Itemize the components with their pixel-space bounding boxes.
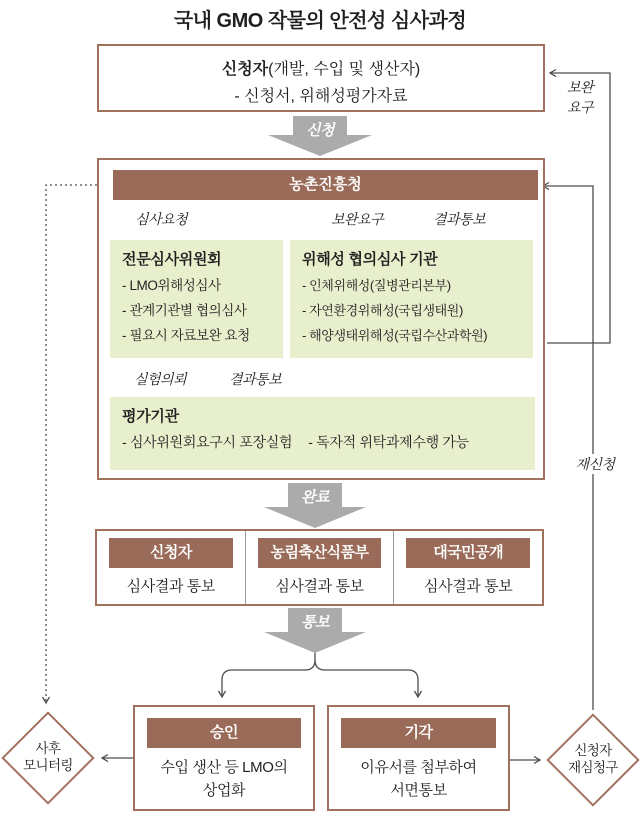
supplement-top-label (552, 77, 608, 117)
reapply-label: 재신청 (566, 454, 624, 474)
approve-line1: 수입 생산 등 LMO의 (160, 759, 288, 776)
applicant-title (99, 56, 543, 79)
complete-arrow-label: 완료 (301, 489, 329, 506)
recipient-header: 신청자 (109, 538, 233, 568)
evaluator-box (110, 397, 535, 470)
recipient-cell-ministry (246, 531, 395, 604)
consultation-item: - 해양생태위해성(국립수산과학원) (302, 328, 488, 343)
evaluator-item: - 독자적 위탁과제수행 가능 (308, 434, 469, 450)
monitoring-line1: 사후 (35, 741, 61, 756)
consultation-box (290, 240, 533, 358)
monitoring-diamond-text (0, 740, 96, 774)
consultation-item: - 인체위해성(질병관리본부) (302, 278, 451, 293)
experiment-result-label: 결과통보 (229, 371, 282, 387)
reappeal-line1: 신청자 (574, 743, 612, 758)
branch-right-line (315, 660, 418, 697)
notify-arrow-label: 통보 (301, 614, 329, 631)
applicant-name-suffix: (개발, 수입 및 생산자) (268, 61, 421, 78)
consultation-title: 위해성 협의심사 기관 (302, 251, 438, 268)
reject-body (329, 756, 508, 802)
committee-title: 전문심사위원회 (122, 251, 222, 268)
recipient-cell-applicant (97, 531, 246, 604)
rda-header: 농촌진흥청 (113, 170, 538, 200)
supplement-request-label: 보완요구 (331, 211, 384, 227)
recipient-cell-public (394, 531, 542, 604)
page-title: 국내 GMO 작물의 안전성 심사과정 (173, 10, 467, 32)
evaluator-title: 평가기관 (122, 408, 179, 425)
reject-header: 기각 (341, 718, 496, 748)
result-notify-label: 결과통보 (433, 211, 486, 227)
supplement-top-line1: 보완 (566, 79, 594, 95)
monitoring-dotted-line (46, 185, 97, 703)
reappeal-diamond-text (545, 742, 640, 776)
recipient-desc: 심사결과 통보 (275, 578, 364, 595)
approve-box (133, 705, 315, 811)
approve-body (135, 756, 313, 802)
committee-item: - 필요시 자료보완 요청 (122, 328, 250, 343)
recipient-desc: 심사결과 통보 (424, 578, 513, 595)
supplement-top-line2: 요구 (566, 99, 594, 115)
apply-arrow-label: 신청 (306, 122, 334, 139)
reapply-line (543, 186, 593, 710)
reappeal-line2: 재심청구 (568, 760, 618, 775)
consultation-item: - 자연환경위해성(국립생태원) (302, 303, 463, 318)
recipient-header: 농림축산식품부 (258, 538, 382, 568)
experiment-request-label: 실험의뢰 (134, 371, 187, 387)
approve-header: 승인 (147, 718, 301, 748)
reject-line2: 서면통보 (390, 782, 447, 799)
committee-box (110, 240, 283, 358)
approve-line2: 상업화 (202, 782, 246, 799)
evaluator-item: - 심사위원회요구시 포장실험 (122, 434, 293, 450)
applicant-name: 신청자 (221, 61, 269, 78)
recipients-row (95, 529, 544, 606)
reject-box (327, 705, 510, 811)
monitoring-line2: 모니터링 (23, 758, 73, 773)
review-request-label: 심사요청 (135, 211, 188, 227)
reject-line1: 이유서를 첨부하여 (360, 759, 477, 776)
committee-item: - 관계기관별 협의심사 (122, 303, 247, 318)
committee-item: - LMO위해성심사 (122, 278, 221, 293)
applicant-docs: - 신청서, 위해성평가자료 (234, 88, 408, 105)
applicant-box (97, 44, 545, 112)
recipient-desc: 심사결과 통보 (126, 578, 215, 595)
recipient-header: 대국민공개 (406, 538, 530, 568)
evaluator-items (122, 432, 523, 452)
branch-left-line (222, 653, 315, 697)
